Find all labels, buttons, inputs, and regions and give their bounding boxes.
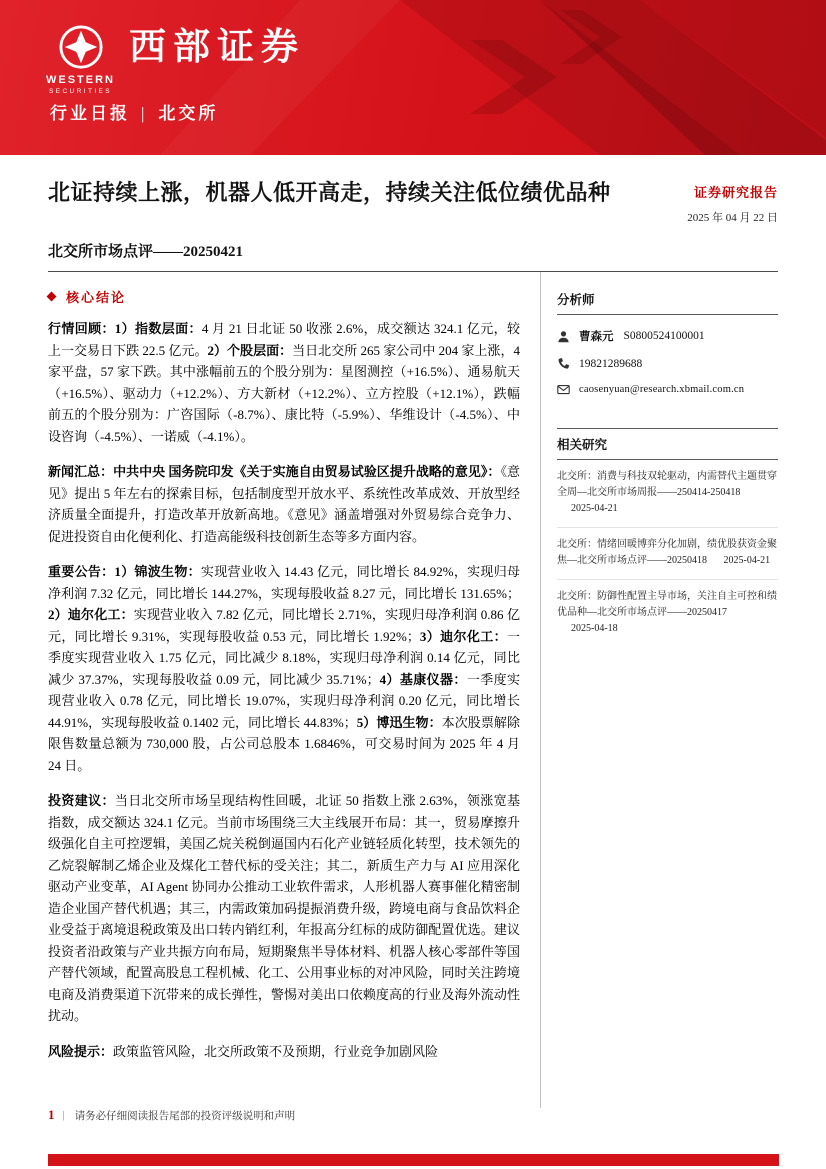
paragraph-text: 一季度实现营业收入 0.78 亿元，同比增长 19.07%，实现归母净利润 0.20 亿元，同比增长 44.91%，实现每股收益 0.1402 元，同比增长 44.83%； [48, 671, 520, 730]
related-research-item [557, 528, 778, 580]
paragraph-lead-label: 风险提示： [48, 1043, 114, 1059]
page-title: 北证持续上涨，机器人低开高走，持续关注低位绩优品种 [48, 180, 611, 205]
related-research-date: 2025-04-21 [723, 555, 771, 566]
related-research-date: 2025-04-21 [571, 503, 618, 514]
related-research-list [557, 460, 778, 647]
paragraph-lead-label: 重要公告：1）锦波生物： [48, 564, 201, 579]
related-research-item [557, 580, 778, 647]
body-paragraph [48, 1041, 520, 1063]
related-research-title: 北交所：情绪回暖博弈分化加剧，绩优股获资金聚焦—北交所市场点评——20250418 [557, 539, 777, 566]
body-paragraph [48, 318, 520, 447]
paragraph-text: 4 月 21 日北证 50 收涨 2.6%，成交额达 324.1 亿元，较上一交易日下跌 22.5 亿元。 [48, 321, 520, 358]
paragraph-text: 本次股票解除限售数量总额为 730,000 股，占公司总股本 1.6846%，可交易时间为 2025 年 4 月 24 日。 [48, 714, 520, 773]
main-column [48, 272, 540, 1108]
brand [46, 24, 305, 95]
paragraph-list [48, 318, 520, 1062]
related-research-item [557, 460, 778, 528]
paragraph-text: 政策监管风险，北交所政策不及预期，行业竞争加剧风险 [113, 1043, 439, 1059]
report-category-label: 证券研究报告 [693, 185, 778, 200]
paragraph-lead-label: 4）基康仪器： [379, 671, 467, 687]
report-subtitle: 北交所市场点评——20250421 [48, 244, 244, 260]
report-type-line [50, 99, 218, 124]
analyst-name-row [557, 328, 778, 344]
brand-logo [46, 24, 115, 95]
analyst-email: caosenyuan@research.xbmail.com.cn [579, 384, 745, 395]
related-research-heading: 相关研究 [557, 428, 778, 460]
footer-disclaimer: 请务必仔细阅读报告尾部的投资评级说明和声明 [74, 1110, 296, 1122]
paragraph-text: 实现营业收入 14.43 亿元，同比增长 84.92%，实现归母净利润 7.32 亿元，同比增长 144.27%，实现每股收益 8.27 元，同比增长 131.65%； [48, 564, 520, 601]
western-securities-logo-icon [58, 24, 104, 70]
diamond-bullet-icon [47, 292, 57, 302]
bottom-red-bar [48, 1154, 779, 1166]
paragraph-text: 《意见》提出 5 年左右的探索目标，包括制度型开放水平、系统性改革成效、开放型经济质量全面提升，打造改革开放新高地。《意见》涵盖增强对外贸易综合竞争力、促进投资自由化便利化、打造高能级科技创新生态等多方面内容。 [48, 464, 520, 544]
report-type-label: 行业日报 [50, 104, 130, 123]
section-title: 核心结论 [66, 290, 127, 305]
sector-label: 北交所 [158, 104, 219, 123]
footer-separator: | [62, 1109, 65, 1121]
body-paragraph [48, 561, 520, 776]
masthead [0, 0, 826, 155]
analyst-heading: 分析师 [557, 290, 778, 315]
sidebar [540, 272, 778, 1108]
paragraph-text: 一季度实现营业收入 1.75 亿元，同比减少 8.18%，实现归母净利润 0.14 亿元，同比减少 37.37%，实现每股收益 0.09 元，同比减少 35.71%； [48, 628, 520, 687]
person-icon [557, 330, 570, 343]
analyst-phone-row [557, 357, 778, 370]
body-paragraph [48, 461, 520, 547]
analyst-phone: 19821289688 [579, 357, 643, 370]
paragraph-lead-label: 2）个股层面： [207, 342, 293, 358]
report-meta [650, 179, 778, 225]
paragraph-lead-label: 5）博迅生物： [356, 714, 442, 730]
related-research-title: 北交所：消费与科技双轮驱动，内需替代主题贯穿全周—北交所市场周报——250414-250418 [557, 471, 777, 498]
paragraph-text: 当日北交所市场呈现结构性回暖，北证 50 指数上涨 2.63%，领涨宽基指数，成交额达 324.1 亿元。当前市场围绕三大主线展开布局：其一，贸易摩擦升级强化自主可控逻辑，美国乙烷关税倒逼国内石化产业链轻质化转型，技术领先的乙烷裂解制乙烯企业及煤化工替代标的受关注；其二，新质生产力与 AI 应用深化驱动产业变革，AI Agent 协同办公推动工业软件需求，人形机器人赛事催化精密制造企业国产替代机遇；其三，内需政策加码提振消费升级，跨境电商与食品饮料企业受益于离境退税政策及出口转内销红利，年报高分红标的成防御配置优选。建议投资者沿政策与产业共振方向布局，短期聚焦半导体材料、机器人核心零部件等国产替代领域，配置高股息工程机械、化工、公用事业标的对冲风险，同时关注跨境电商及消费渠道下沉带来的成长弹性，警惕对美出口依赖度高的行业及海外流动性扰动。 [48, 793, 520, 1023]
analyst-email-row [557, 383, 778, 396]
paragraph-text: 当日北交所 265 家公司中 204 家上涨，4 家平盘，57 家下跌。其中涨幅前五的个股分别为：星图测控（+16.5%）、通易航天（+16.5%）、驱动力（+12.2%）、方大新材（+12.2%）、立方控股（+12.1%），跌幅前五的个股分别为：广咨国际（-8.7%）、康比特（-5.9%）、华维设计（-4.5%）、中设咨询（-4.5%）、一诺威（-4.1%）。 [48, 342, 520, 444]
brand-name-english-line1: WESTERN [46, 74, 115, 86]
analyst-name: 曹森元 [579, 331, 614, 343]
phone-icon [557, 357, 570, 370]
paragraph-lead-label: 投资建议： [48, 793, 115, 808]
paragraph-text: 实现营业收入 7.82 亿元，同比增长 2.71%，实现归母净利润 0.86 亿元，同比增长 9.31%，实现每股收益 0.53 元，同比增长 1.92%； [48, 607, 520, 644]
email-icon [557, 383, 570, 396]
paragraph-lead-label: 新闻汇总：中共中央 国务院印发《关于实施自由贸易试验区提升战略的意见》： [48, 464, 501, 479]
paragraph-lead-label: 行情回顾：1）指数层面： [48, 321, 202, 336]
brand-name-english-line2: SECURITIES [48, 88, 112, 95]
analyst-cert-id: S0800524100001 [623, 330, 705, 342]
body-paragraph [48, 790, 520, 1027]
related-research-title: 北交所：防御性配置主导市场，关注自主可控和绩优品种—北交所市场点评——20250417 [557, 591, 777, 618]
content-columns [0, 272, 826, 1108]
paragraph-lead-label: 2）迪尔化工： [48, 607, 134, 622]
page-footer [48, 1107, 295, 1123]
page-number: 1 [48, 1107, 55, 1122]
report-type-separator: | [141, 104, 148, 123]
report-date: 2025 年 04 月 22 日 [687, 212, 778, 224]
paragraph-lead-label: 3）迪尔化工： [419, 628, 507, 644]
related-research-date: 2025-04-18 [571, 623, 618, 634]
brand-name-chinese: 西部证券 [129, 27, 305, 68]
core-conclusion-heading [48, 287, 520, 306]
title-block [0, 155, 826, 225]
